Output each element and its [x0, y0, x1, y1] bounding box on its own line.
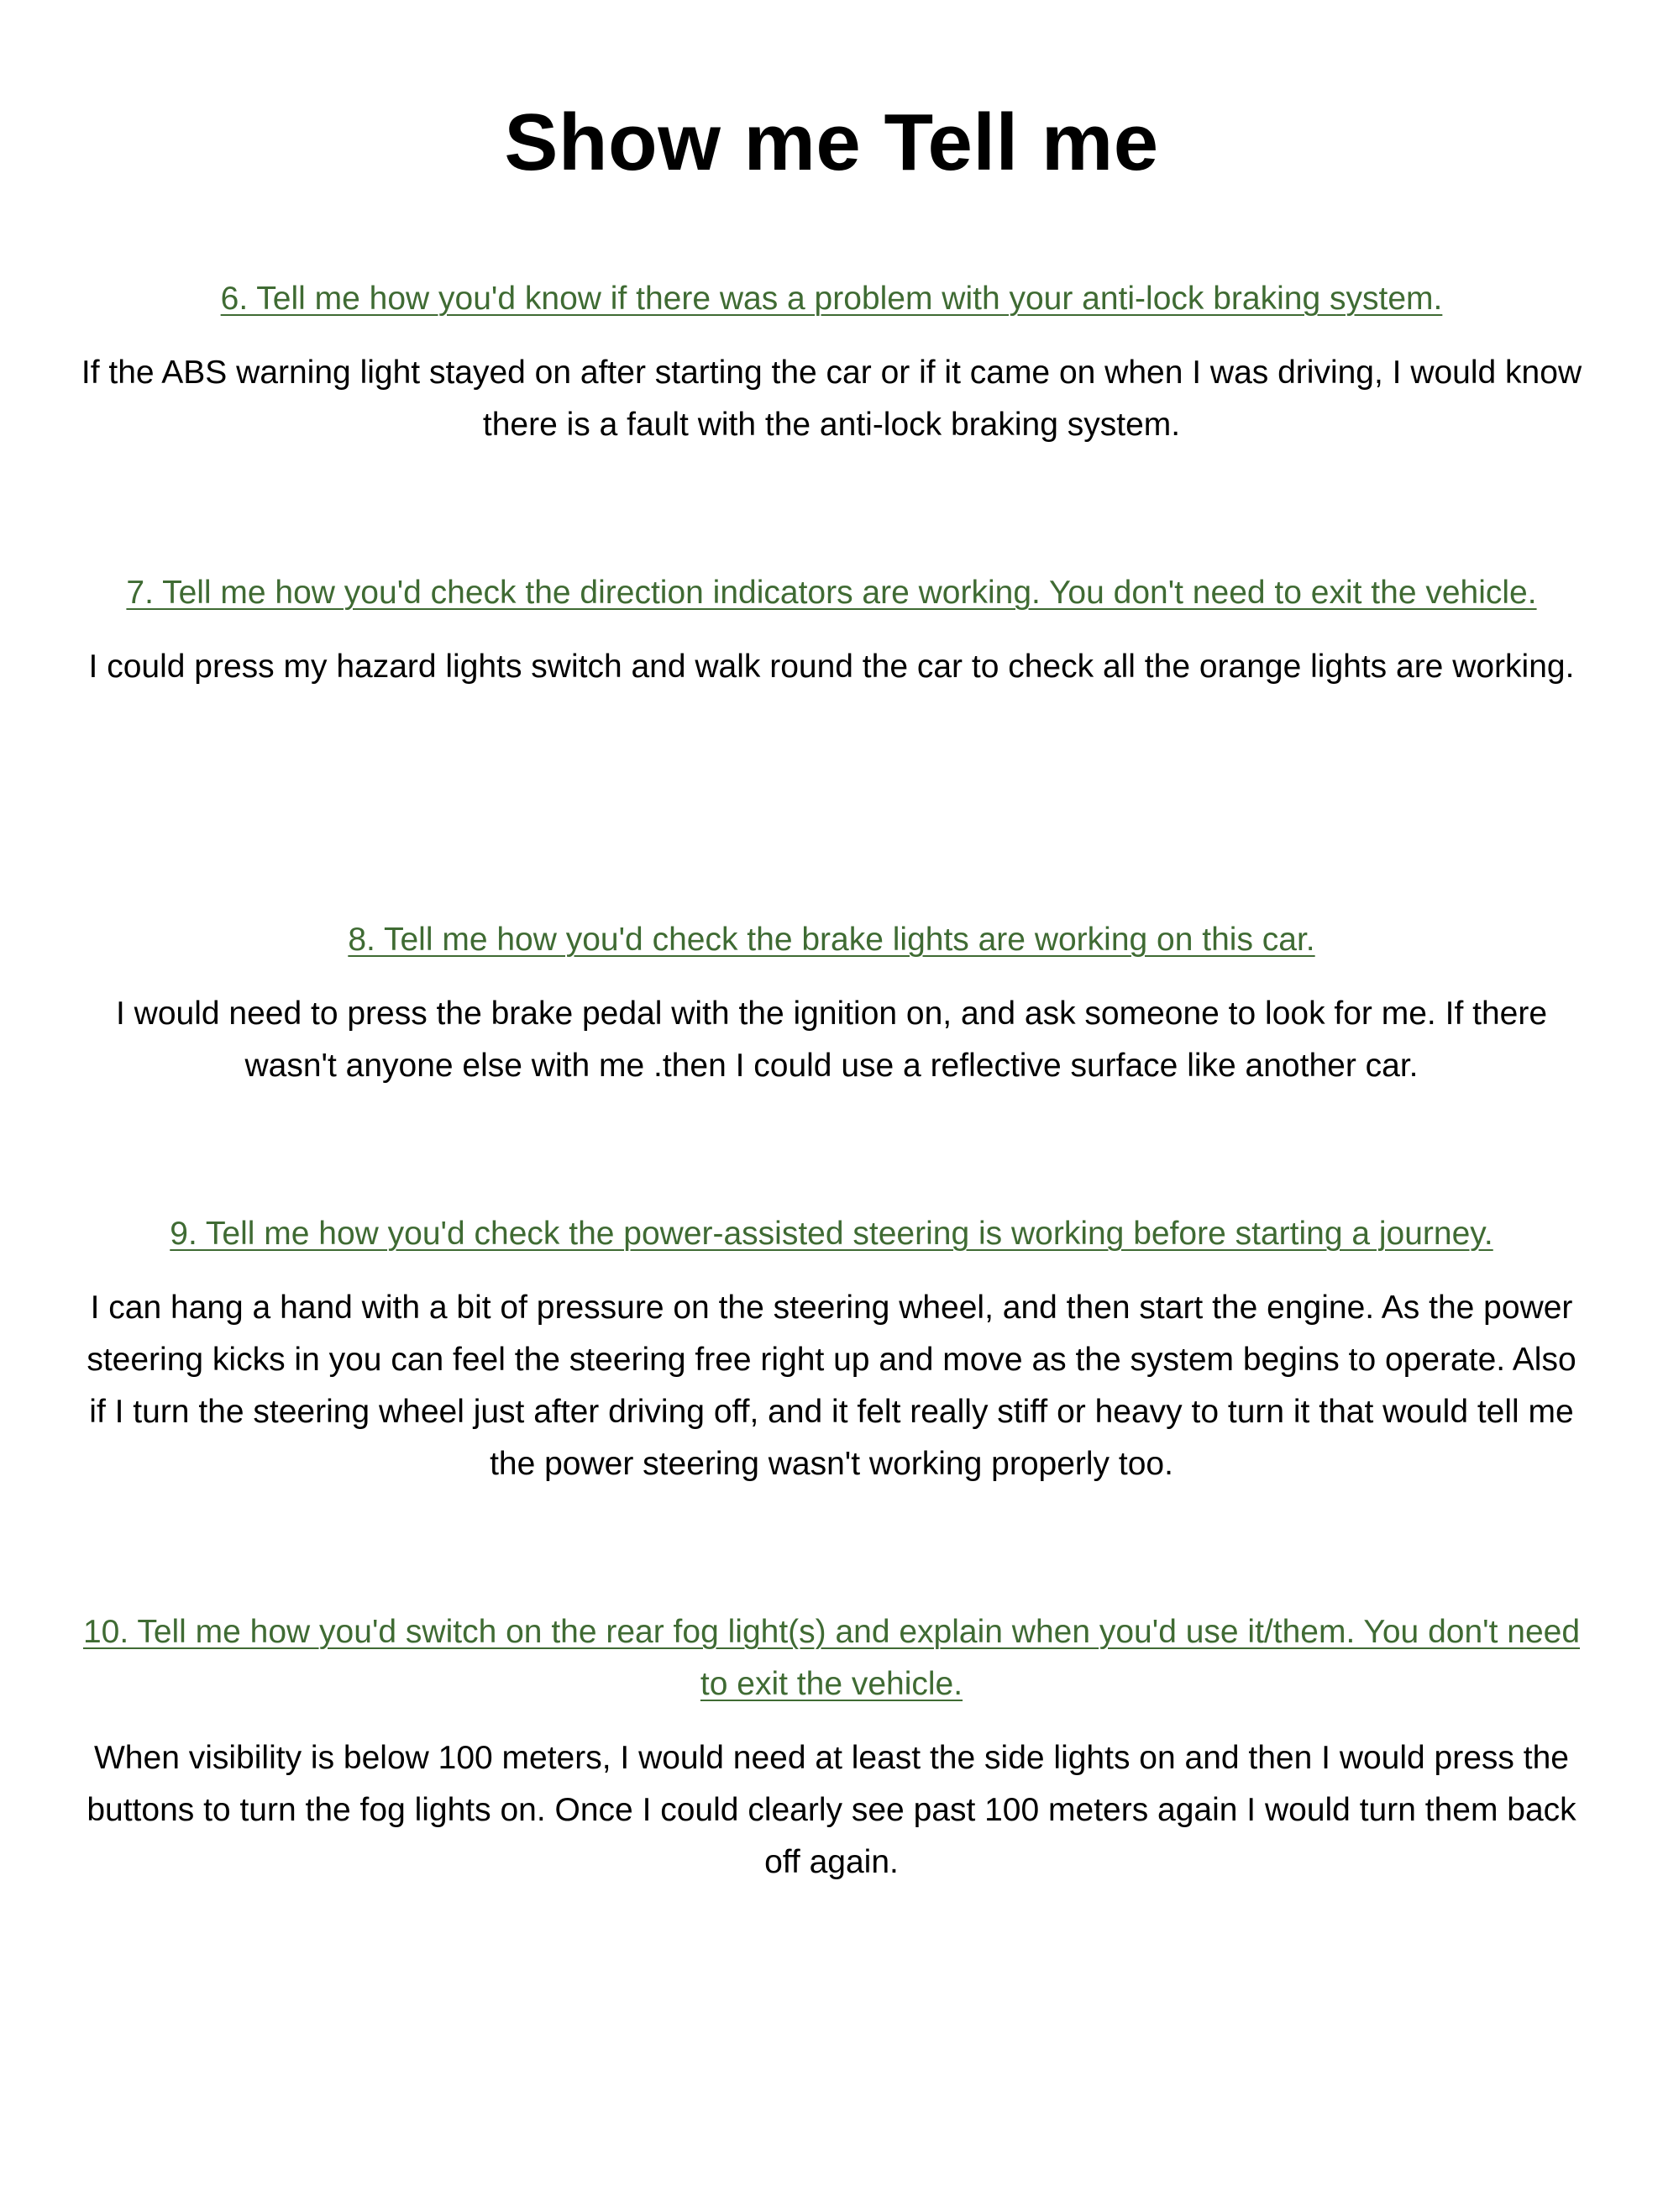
question-answer-8 — [76, 914, 1587, 1092]
question-10: 10. Tell me how you'd switch on the rear fog light(s) and explain when you'd use it/them. You don't need to exit the vehicle. — [82, 1614, 1581, 1702]
page-title: Show me Tell me — [504, 97, 1159, 187]
question-answer-6 — [76, 273, 1587, 451]
answer-9: I can hang a hand with a bit of pressure on the steering wheel, and then start the engine. As the power steering kicks in you can feel the steering free right up and move as the system begins to operate. Also if I turn the steering wheel just after driving off, and it felt really stiff or heavy to turn it that would tell me the power steering wasn't working properly too. — [87, 1290, 1576, 1482]
question-answer-10 — [76, 1606, 1587, 1889]
question-answer-9 — [76, 1208, 1587, 1490]
question-7: 7. Tell me how you'd check the direction indicators are working. You don't need to exit the vehicle. — [126, 575, 1537, 611]
answer-7: I could press my hazard lights switch and walk round the car to check all the orange lights are working. — [88, 649, 1575, 685]
answer-8: I would need to press the brake pedal with the ignition on, and ask someone to look for me. If there wasn't anyone else with me .then I could use a reflective surface like another car. — [115, 996, 1548, 1084]
answer-6: If the ABS warning light stayed on after starting the car or if it came on when I was driving, I would know there is a fault with the anti-lock braking system. — [81, 355, 1582, 443]
question-8: 8. Tell me how you'd check the brake lights are working on this car. — [348, 922, 1315, 958]
question-6: 6. Tell me how you'd know if there was a problem with your anti-lock braking system. — [220, 281, 1443, 317]
answer-10: When visibility is below 100 meters, I would need at least the side lights on and then I would press the buttons to turn the fog lights on. Once I could clearly see past 100 meters again I would turn them back off again. — [87, 1740, 1576, 1880]
question-answer-7 — [76, 567, 1587, 693]
question-9: 9. Tell me how you'd check the power-assisted steering is working before starting a journey. — [170, 1216, 1493, 1252]
